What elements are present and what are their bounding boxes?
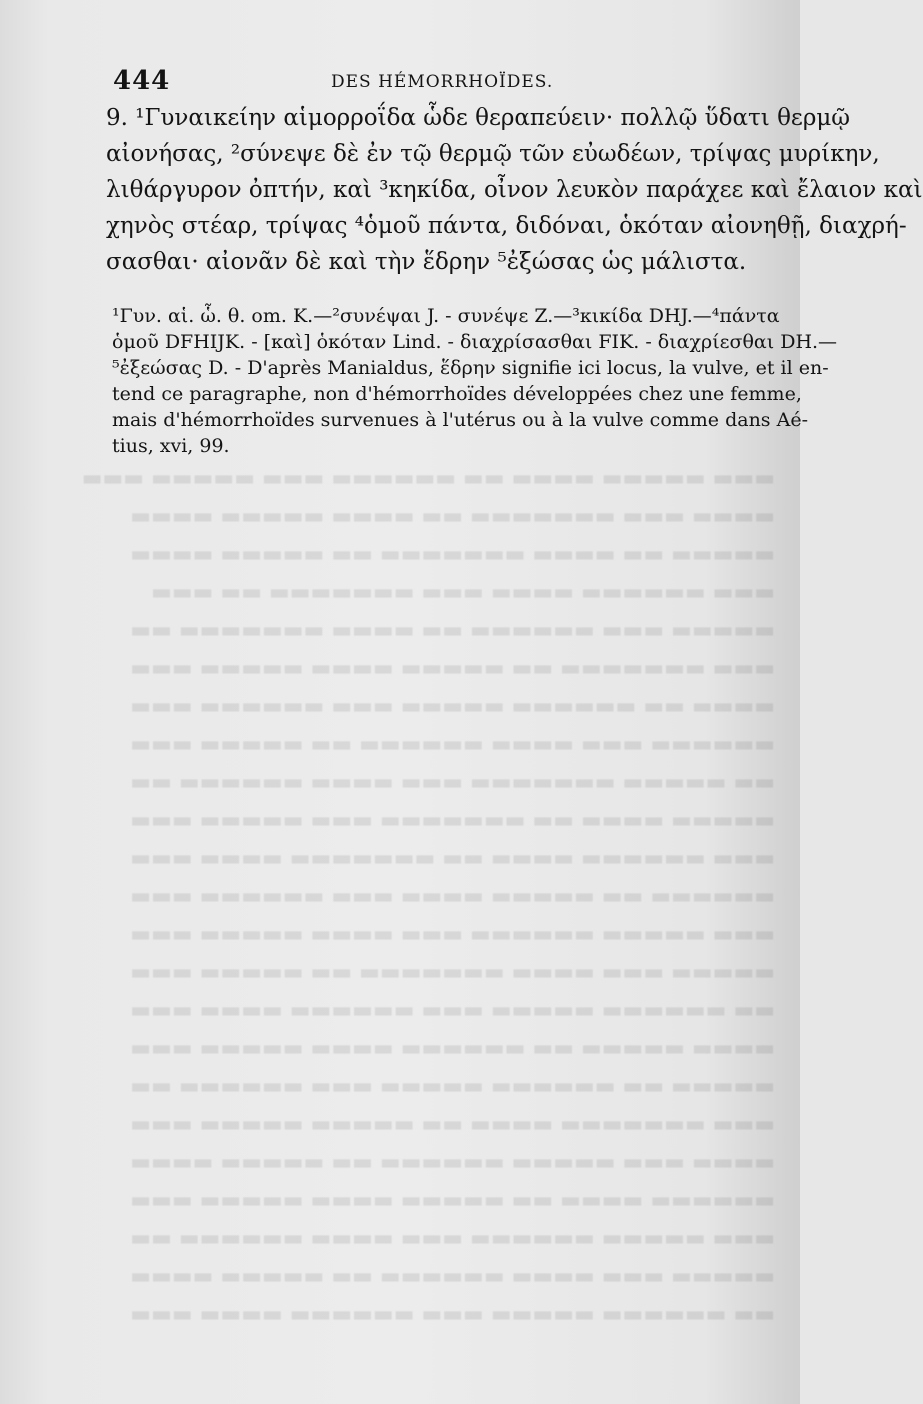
footnotes-block xyxy=(112,303,838,459)
page-number: 444 xyxy=(113,66,171,96)
footnote-line: tend ce paragraphe, non d'hémorrhoïdes développées chez une femme, xyxy=(112,383,802,405)
footnote-line: ὁμοῦ DFHIJK. - [καὶ] ὁκόταν Lind. - διαχρίσασθαι FIK. - διαχρίεσθαι DH.— xyxy=(112,331,838,353)
main-text-line: 9. ¹Γυναικείην αἱμορροΐδα ὧδε θεραπεύειν· πολλῷ ὕδατι θερμῷ xyxy=(106,105,851,131)
footnote-line: ⁵ἐξεώσας D. - D'après Manialdus, ἕδρην signifie ici locus, la vulve, et il en- xyxy=(112,357,829,379)
main-text-line: λιθάργυρον ὀπτήν, καὶ ³κηκίδα, οἶνον λευκὸν παράχεε καὶ ἔλαιον καὶ xyxy=(106,177,923,203)
main-text-line: χηνὸς στέαρ, τρίψας ⁴ὁμοῦ πάντα, διδόναι, ὁκόταν αἰονηθῇ, διαχρή- xyxy=(106,213,907,239)
main-text-line: σασθαι· αἰονᾶν δὲ καὶ τὴν ἕδρην ⁵ἐξώσας ὡς μάλιστα. xyxy=(106,249,747,275)
main-text-line: αἰονήσας, ²σύνεψε δὲ ἐν τῷ θερμῷ τῶν εὐωδέων, τρίψας μυρίκην, xyxy=(106,141,880,167)
footnote-line: ¹Γυν. αἱ. ὧ. θ. om. K.—²συνέψαι J. - συνέψε Z.—³κικίδα DHJ.—⁴πάντα xyxy=(112,305,780,327)
footnote-line: tius, xvi, 99. xyxy=(112,435,230,457)
running-title: DES HÉMORRHOÏDES. xyxy=(331,72,554,92)
footnote-line: mais d'hémorrhoïdes survenues à l'utérus ou à la vulve comme dans Aé- xyxy=(112,409,808,431)
show-through-texture: ▬▬▬ ▬▬▬▬▬ ▬▬▬▬ ▬▬ ▬▬▬▬▬▬ ▬▬▬ ▬▬▬▬▬ ▬▬▬ ▬▬▬▬ ▬▬▬ ▬▬▬▬▬▬▬ ▬▬ ▬▬▬▬ ▬▬▬▬▬ ▬▬▬▬ ▬▬▬▬▬ ▬▬ ▬▬▬▬ ▬▬▬▬▬▬▬ ▬▬ ▬▬▬▬▬ ▬▬▬▬ ▬▬▬ ▬▬▬▬▬▬ ▬▬▬▬ ▬▬▬ ▬▬▬▬▬▬▬ ▬▬ ▬▬▬ ▬▬▬▬▬ ▬▬▬ ▬▬▬▬▬▬ ▬▬ ▬▬▬▬ ▬▬▬▬▬▬▬ ▬▬ ▬▬▬ ▬▬▬▬▬▬▬ ▬▬ ▬▬▬▬▬ ▬▬▬▬ ▬▬▬▬▬ ▬▬▬ ▬▬▬▬ ▬▬ ▬▬▬▬▬▬ ▬▬▬▬▬ ▬▬▬ ▬▬▬▬▬▬ ▬▬▬ ▬▬▬▬▬▬ ▬▬▬ ▬▬▬▬ ▬▬▬▬▬▬ ▬▬ ▬▬▬▬▬ ▬▬▬ ▬▬ ▬▬▬▬▬ ▬▬▬▬▬▬▬ ▬▬▬ ▬▬▬▬ ▬▬▬▬▬▬ ▬▬ ▬▬▬▬▬ ▬▬▬▬ ▬▬ ▬▬▬▬▬▬▬ ▬▬▬ ▬▬▬▬▬ ▬▬▬ ▬▬▬ ▬▬▬▬▬▬ ▬▬▬▬ ▬▬ ▬▬▬▬▬▬▬ ▬▬▬▬ ▬▬▬ ▬▬▬▬▬▬ ▬▬ ▬▬▬▬▬ ▬▬▬▬ ▬▬▬ ▬▬▬▬▬▬ ▬▬▬ ▬▬▬ ▬▬▬▬▬ ▬▬▬▬▬▬ ▬▬▬ ▬▬▬▬ ▬▬▬▬▬ ▬▬▬ ▬▬▬▬▬ ▬▬▬ ▬▬▬▬ ▬▬▬▬▬▬▬ ▬▬ ▬▬▬▬▬ ▬▬▬ ▬▬ ▬▬▬▬▬▬ ▬▬▬▬▬ ▬▬▬ ▬▬▬▬▬▬ ▬▬▬▬ ▬▬▬ ▬▬▬▬ ▬▬▬▬▬ ▬▬ ▬▬▬▬▬▬ ▬▬▬▬ ▬▬▬▬▬ ▬▬▬ ▬▬▬▬▬ ▬▬ ▬▬▬▬▬▬ ▬▬▬▬▬ ▬▬▬ ▬▬▬▬▬▬ ▬▬ ▬▬▬ ▬▬▬▬▬▬▬ ▬▬▬▬ ▬▬ ▬▬▬▬▬ ▬▬▬▬▬ ▬▬▬ ▬▬▬▬ ▬▬▬ ▬▬▬▬▬ ▬▬▬▬▬▬ ▬▬ ▬▬▬▬▬ ▬▬▬▬ ▬▬▬▬▬▬ ▬▬▬▬ ▬▬ ▬▬▬▬▬ ▬▬▬▬ ▬▬▬▬▬ ▬▬▬ ▬▬▬ ▬▬▬▬▬ ▬▬▬▬▬▬ ▬▬▬ ▬▬▬▬ ▬▬▬▬▬▬ ▬▬ ▬▬▬▬▬ ▬▬▬ ▬▬▬▬ ▬▬▬▬▬▬ ▬▬ ▬▬▬▬▬ ▬▬▬▬ ▬▬ ▬▬▬▬▬▬ ▬▬▬▬▬ ▬▬▬ ▬▬▬▬▬▬ ▬▬▬▬ ▬▬▬ xyxy=(81,466,775,1327)
running-head xyxy=(113,66,753,98)
main-text-block xyxy=(106,100,923,280)
